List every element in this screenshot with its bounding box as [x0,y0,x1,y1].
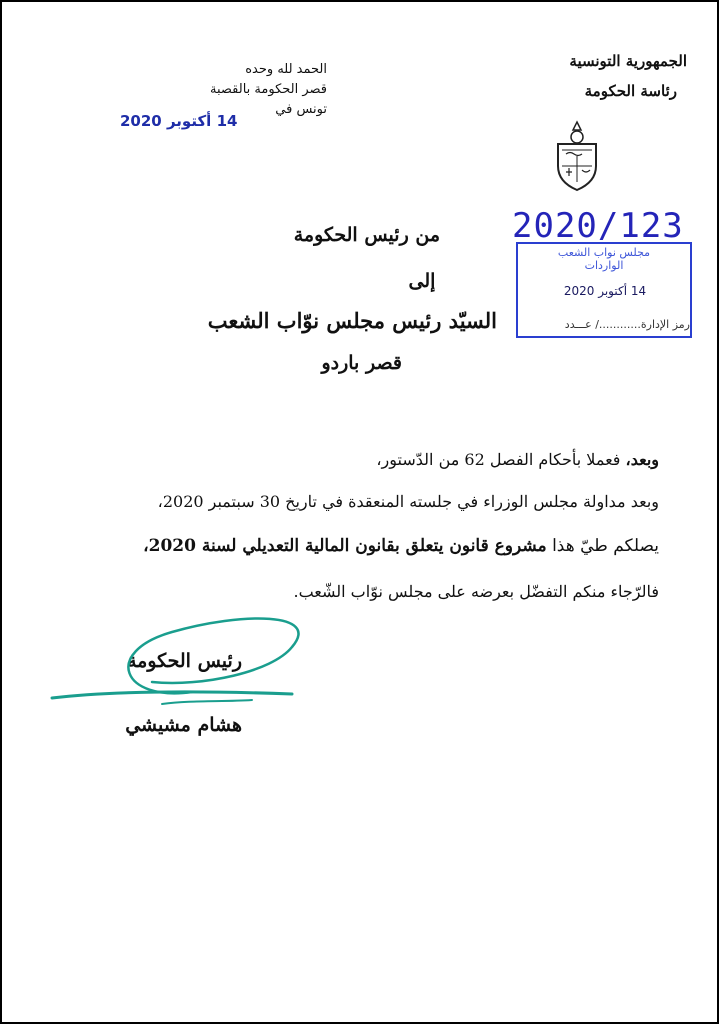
body-paragraph-3 [59,536,659,556]
letterhead [487,46,687,106]
letter-origin [197,60,327,120]
stamp-date: 14 أكتوبر 2020 [563,284,647,298]
signatory-name: هشام مشيشي [125,714,242,736]
body-paragraph-1 [59,450,659,469]
city-date-prefix: تونس في [275,102,327,117]
letter-date-stamp: 14 أكتوبر 2020 [120,112,238,130]
recipient-line: السيّد رئيس مجلس نوّاب الشعب [207,308,497,333]
signatory-title: رئيس الحكومة [126,650,242,672]
to-line: إلى [408,270,436,292]
stamp-title [520,246,688,272]
presidency-name: رئاسة الحكومة [584,82,677,100]
paragraph-lead: وبعد، [625,450,659,469]
sender-line: من رئيس الحكومة [293,224,440,246]
republic-name: الجمهورية التونسية [569,52,687,70]
praise-line: الحمد لله وحده [245,62,327,77]
location-line: قصر الحكومة بالقصبة [210,82,327,97]
stamp-reference: رمز الإدارة............/ عـــدد [564,318,690,331]
body-paragraph-4: فالرّجاء منكم التفضّل بعرضه على مجلس نوّاب الشّعب. [293,582,659,601]
place-line: قصر باردو [321,352,402,374]
handwritten-signature [42,592,322,722]
bill-title: مشروع قانون يتعلق بقانون المالية التعديلي لسنة 2020، [143,536,547,556]
paragraph-lead: يصلكم طيّ هذا [546,536,659,556]
stamp-title-line1: مجلس نواب الشعب [557,246,651,259]
body-paragraph-2: وبعد مداولة مجلس الوزراء في جلسته المنعقدة في تاريخ 30 سبتمبر 2020، [157,492,659,511]
national-emblem-icon [552,120,602,192]
paragraph-text: فعملا بأحكام الفصل 62 من الدّستور، [376,450,626,469]
registration-number: 2020/123 [512,206,684,246]
stamp-title-line2: الواردات [584,259,624,272]
